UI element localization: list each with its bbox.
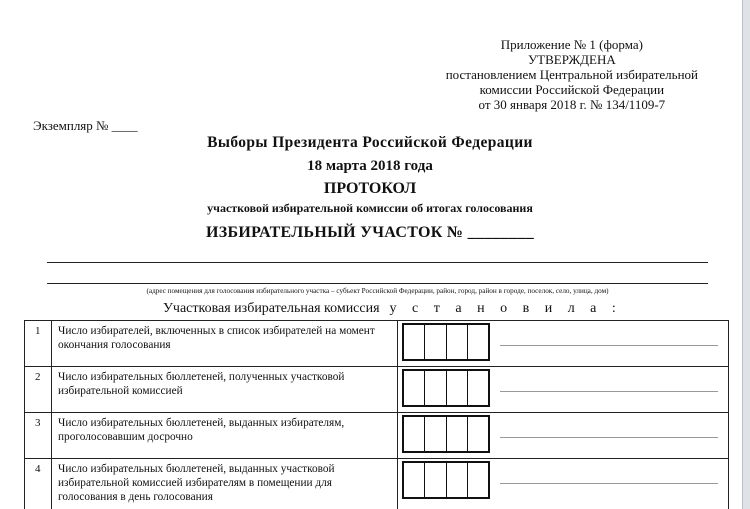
approval-date-number: от 30 января 2018 г. № 134/1109-7	[478, 97, 666, 112]
digit-box[interactable]	[447, 371, 468, 405]
digit-input-boxes[interactable]	[402, 369, 490, 407]
row-description: Число избирательных бюллетеней, выданных участковой избирательной комиссией избирателям в помещении для голосования в день голосования	[58, 463, 335, 503]
digit-input-boxes[interactable]	[402, 323, 490, 361]
commission-label: Участковая избирательная комиссия	[163, 301, 380, 316]
column-divider	[397, 321, 398, 366]
digit-box[interactable]	[447, 417, 468, 451]
row-number: 4	[35, 463, 41, 475]
address-fill-line-2[interactable]	[47, 283, 708, 284]
row-description: Число избирателей, включенных в список избирателей на момент окончания голосования	[58, 325, 375, 351]
protocol-title: ПРОТОКОЛ	[323, 180, 417, 197]
approval-resolution: постановлением Центральной избирательной	[445, 67, 698, 82]
elections-title: Выборы Президента Российской Федерации	[207, 134, 533, 151]
digit-box[interactable]	[425, 325, 446, 359]
digit-box[interactable]	[468, 325, 488, 359]
digit-box[interactable]	[447, 325, 468, 359]
column-divider	[397, 367, 398, 412]
digit-input-boxes[interactable]	[402, 415, 490, 453]
approval-stamp-block	[446, 37, 698, 112]
digit-box[interactable]	[468, 417, 488, 451]
approval-commission: комиссии Российской Федерации	[479, 82, 665, 97]
results-table	[24, 320, 729, 509]
digit-box[interactable]	[447, 463, 468, 497]
digit-input-boxes[interactable]	[402, 461, 490, 499]
copy-number-label: Экземпляр № ____	[33, 118, 138, 133]
approval-appendix: Приложение № 1 (форма)	[500, 37, 643, 52]
row-number: 1	[35, 325, 41, 337]
digit-box[interactable]	[425, 463, 446, 497]
column-divider	[397, 459, 398, 509]
row-description: Число избирательных бюллетеней, полученных участковой избирательной комиссией	[58, 371, 345, 397]
amount-in-words-line[interactable]	[500, 391, 718, 392]
table-row	[25, 367, 728, 413]
protocol-subtitle: участковой избирательной комиссии об итогах голосования	[207, 201, 533, 215]
amount-in-words-line[interactable]	[500, 437, 718, 438]
polling-station-title: ИЗБИРАТЕЛЬНЫЙ УЧАСТОК № ________	[205, 224, 534, 241]
digit-box[interactable]	[468, 371, 488, 405]
commission-decided-heading	[163, 301, 622, 317]
digit-box[interactable]	[404, 371, 425, 405]
digit-box[interactable]	[404, 417, 425, 451]
digit-box[interactable]	[468, 463, 488, 497]
amount-in-words-line[interactable]	[500, 483, 718, 484]
digit-box[interactable]	[425, 417, 446, 451]
column-divider	[397, 413, 398, 458]
decided-label: у с т а н о в и л а :	[389, 301, 622, 316]
address-fill-line[interactable]	[47, 262, 708, 263]
row-number: 2	[35, 371, 41, 383]
row-number: 3	[35, 417, 41, 429]
digit-box[interactable]	[404, 463, 425, 497]
digit-box[interactable]	[425, 371, 446, 405]
table-row	[25, 459, 728, 509]
election-date: 18 марта 2018 года	[307, 158, 433, 174]
table-row	[25, 321, 728, 367]
approval-approved: УТВЕРЖДЕНА	[527, 52, 616, 67]
digit-box[interactable]	[404, 325, 425, 359]
row-description: Число избирательных бюллетеней, выданных избирателям, проголосовавшим досрочно	[58, 417, 345, 443]
table-row	[25, 413, 728, 459]
address-caption: (адрес помещения для голосования избирательного участка – субъект Российской Федерации, район, город, район в городе, поселок, село, улица, дом)	[146, 287, 609, 295]
amount-in-words-line[interactable]	[500, 345, 718, 346]
